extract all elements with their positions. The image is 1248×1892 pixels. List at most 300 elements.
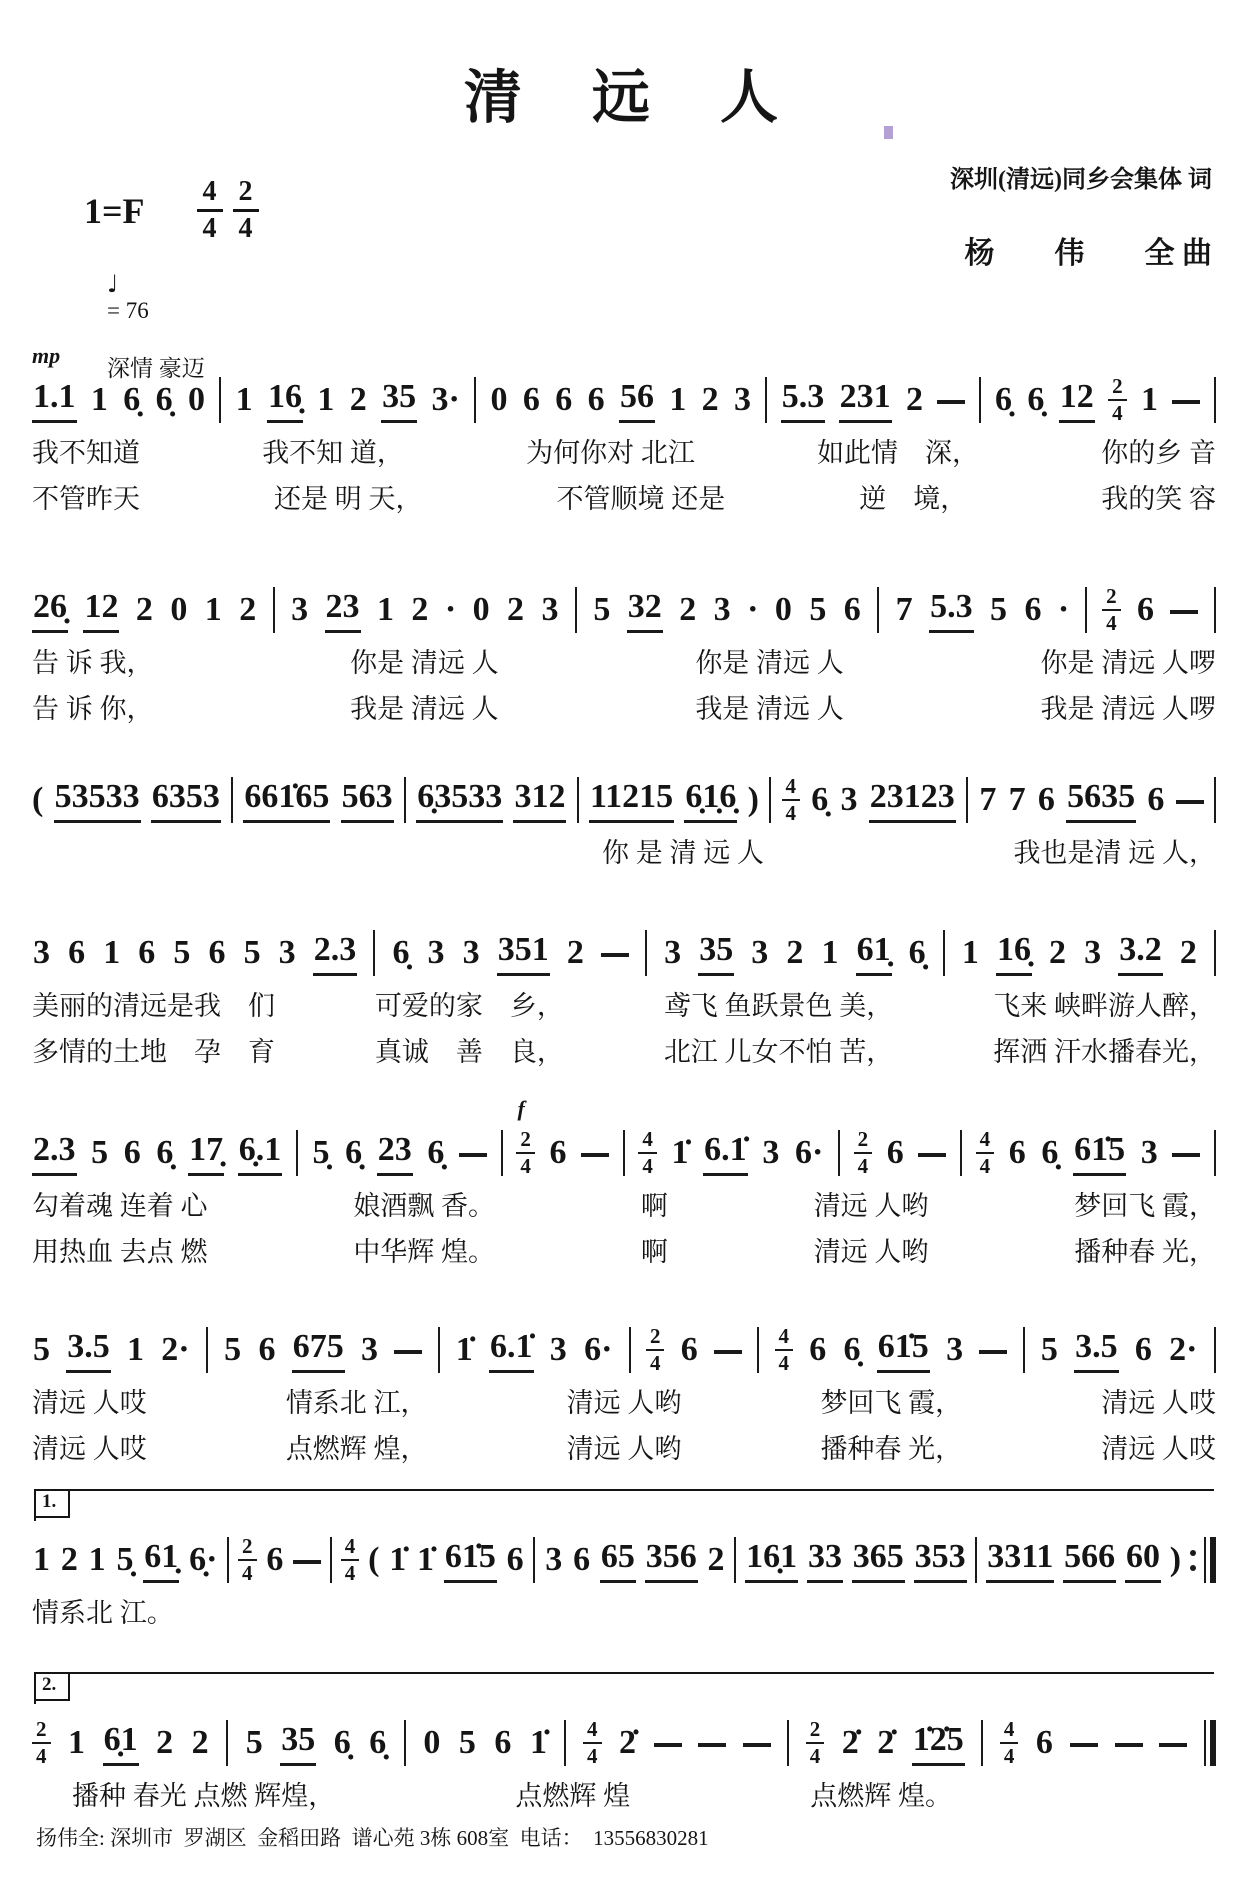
inline-meter-token	[976, 1129, 995, 1177]
note-token: 23	[377, 1130, 413, 1175]
barline	[564, 1720, 566, 1766]
inline-meter-token	[341, 1536, 360, 1584]
note-token: 3311	[986, 1537, 1054, 1582]
note-token: 6	[1137, 591, 1155, 629]
lyric-line-1	[32, 1190, 1216, 1224]
note-token: 6̣1̣6̣	[684, 777, 737, 822]
lyric-group: 你 是 清 远 人	[602, 838, 764, 868]
lyric-line-2	[32, 1036, 1216, 1070]
note-token: 6	[258, 1331, 276, 1369]
lyric-group: 啊	[640, 1236, 668, 1267]
note-token: 16̣	[996, 930, 1032, 975]
lyric-group: 我是 清远 人	[695, 693, 844, 724]
note-token: 6	[1134, 1331, 1152, 1369]
repeat-dot	[1190, 1565, 1196, 1571]
notation-line	[32, 1325, 1216, 1375]
lyric-line-2	[32, 1236, 1216, 1270]
thick-bar	[1210, 1720, 1216, 1766]
note-token: 3	[664, 934, 682, 972]
lyric-group: 播种春 光，	[820, 1433, 963, 1464]
thick-bar	[1210, 1537, 1216, 1583]
key-signature	[84, 178, 259, 243]
barline	[206, 1327, 208, 1373]
note-token: 6̣	[843, 1331, 861, 1369]
barline	[629, 1327, 631, 1373]
note-token: 2	[411, 591, 429, 629]
barline	[577, 777, 579, 823]
note-token: 2	[1049, 934, 1067, 972]
lyric-group: 点燃辉 煌，	[285, 1433, 428, 1464]
note-token: 1	[317, 381, 335, 419]
note-token: 1	[68, 1724, 86, 1762]
note-token: 6	[506, 1541, 524, 1579]
note-token: 3	[734, 381, 752, 419]
meter-numerator: 2	[646, 1326, 665, 1351]
note-token: 6	[266, 1541, 284, 1579]
meter-denominator: 4	[520, 1154, 531, 1178]
song-title: 清 远 人	[463, 65, 784, 130]
lyric-group: 我不知道	[32, 438, 140, 468]
meter-numerator: 2	[516, 1129, 535, 1154]
note-token: 6̣	[155, 381, 173, 419]
note-token: 60	[1125, 1537, 1161, 1582]
lyric-line-1	[32, 1387, 1216, 1421]
lyric-group: 告 诉 我，	[32, 648, 154, 678]
lyric-group: 情系北 江。	[32, 1598, 174, 1628]
note-token: 5.3	[781, 377, 826, 422]
system-5	[32, 1096, 1216, 1270]
system-8	[32, 1674, 1216, 1814]
duration-dash	[698, 1743, 726, 1747]
note-token: 6	[1008, 1134, 1026, 1172]
note-token: 2·	[161, 1331, 190, 1369]
lyric-group: 飞来 峡畔游人醉，	[993, 991, 1216, 1021]
note-token: 33	[807, 1537, 843, 1582]
note-token: 0	[490, 381, 508, 419]
note-token: 3	[541, 591, 559, 629]
meter-denominator: 4	[587, 1744, 598, 1768]
duration-dash	[1115, 1743, 1143, 1747]
note-token: 7	[1008, 781, 1026, 819]
note-token: 2·	[1169, 1331, 1198, 1369]
lyric-group: 逆 境，	[859, 483, 968, 514]
lyric-line-2	[32, 1433, 1216, 1467]
barline	[404, 1720, 406, 1766]
note-token: 1	[961, 934, 979, 972]
lyric-group: 挥洒 汗水播春光，	[993, 1036, 1216, 1067]
note-token: 6	[573, 1541, 591, 1579]
note-token: 6̣	[811, 781, 829, 819]
lyric-group: 还是 明 天，	[274, 483, 423, 514]
note-token: 1̇	[529, 1724, 547, 1762]
inline-meter-token	[646, 1326, 665, 1374]
note-token: 5.3	[929, 587, 974, 632]
notation-line	[32, 1535, 1216, 1585]
note-token: 2̇	[877, 1724, 895, 1762]
meter-numerator: 2	[32, 1719, 51, 1744]
note-token: 3·	[431, 381, 460, 419]
note-token: 1	[1140, 381, 1158, 419]
lyric-group: 你的乡 音	[1101, 438, 1216, 468]
credits	[950, 126, 1212, 310]
duration-dash	[714, 1350, 742, 1354]
lyric-line-1	[32, 647, 1216, 681]
barline	[960, 1130, 962, 1176]
note-token: 1	[127, 1331, 145, 1369]
duration-dash	[979, 1350, 1007, 1354]
composer-credit: 杨 伟 全 曲	[964, 237, 1212, 270]
note-token: 5635	[1066, 777, 1136, 822]
inline-meter-token	[1000, 1719, 1019, 1767]
notation-line	[32, 775, 1216, 825]
note-token: 231	[839, 377, 892, 422]
volta-bracket	[34, 1672, 1214, 1704]
note-token: 6	[809, 1331, 827, 1369]
barline	[757, 1327, 759, 1373]
meter-numerator: 2	[1102, 586, 1121, 611]
tempo-value: = 76	[107, 298, 149, 323]
repeat-dots	[1190, 1550, 1196, 1571]
barline	[373, 930, 375, 976]
key-label: 1=F	[84, 190, 145, 231]
barline	[273, 587, 275, 633]
meter-numerator: 4	[583, 1719, 602, 1744]
note-token: 6	[886, 1134, 904, 1172]
meter-denominator: 4	[979, 1154, 991, 1178]
meter-denominator: 4	[242, 1561, 253, 1585]
note-token: 61̇5	[444, 1537, 497, 1582]
note-token: 6	[1035, 1724, 1053, 1762]
meter-numerator: 2	[238, 1536, 257, 1561]
expression-text: 深情 豪迈	[107, 356, 205, 381]
lyric-group: 我是 清远 人	[350, 693, 499, 724]
note-token: 3	[946, 1331, 964, 1369]
note-token: 2	[786, 934, 804, 972]
note-token: 0	[187, 381, 205, 419]
note-token: 23	[325, 587, 361, 632]
note-token: 1̇2̇5	[912, 1720, 965, 1765]
barline	[645, 930, 647, 976]
lyric-group: 鸢飞 鱼跃景色 美，	[663, 991, 894, 1021]
inline-meter-token	[1102, 586, 1121, 634]
lyric-group: 勾着魂 连着 心	[32, 1191, 208, 1221]
parenthesis: (	[368, 1541, 380, 1578]
duration-dash	[1176, 800, 1204, 804]
barline	[734, 1537, 736, 1583]
lyric-group: 可爱的家 乡，	[374, 991, 564, 1021]
note-token: 6̣.1	[238, 1130, 283, 1175]
barline	[231, 777, 233, 823]
barline	[501, 1130, 503, 1176]
inline-meter-token	[583, 1719, 602, 1767]
duration-dash	[394, 1350, 422, 1354]
lyric-group: 我是 清远 人啰	[1040, 693, 1216, 724]
meter-numerator: 4	[782, 776, 801, 801]
notation-line	[32, 928, 1216, 978]
note-token: 3.2	[1118, 930, 1163, 975]
barline	[979, 377, 981, 423]
note-token: 6̣	[995, 381, 1013, 419]
barline	[219, 377, 221, 423]
note-token: 5	[990, 591, 1007, 629]
note-token: 2	[507, 591, 525, 629]
inline-meter-token	[782, 776, 801, 824]
inline-meter-token	[638, 1129, 657, 1177]
note-token: 6	[138, 934, 156, 972]
note-token: 3	[427, 934, 445, 972]
barline	[769, 777, 771, 823]
note-token: 1̇	[671, 1134, 689, 1172]
note-token: 3	[33, 934, 50, 972]
meter-denominator: 4	[238, 213, 253, 244]
lyric-group: 中华辉 煌。	[353, 1236, 496, 1267]
note-token: 2	[701, 381, 719, 419]
note-token: 56	[619, 377, 655, 422]
barline	[1214, 377, 1216, 423]
lyric-group: 清远 人哟	[566, 1388, 682, 1418]
barline	[877, 587, 879, 633]
note-token: 16̣	[267, 377, 303, 422]
note-token: 1̇	[389, 1541, 407, 1579]
meter-denominator: 4	[778, 1351, 789, 1375]
notation-line	[32, 1718, 1216, 1768]
note-token: 6	[587, 381, 605, 419]
note-token: 2	[60, 1541, 78, 1579]
note-token: 6	[68, 934, 86, 972]
barline	[1214, 777, 1216, 823]
meter-numerator: 4	[341, 1536, 360, 1561]
duration-dash	[937, 400, 965, 404]
note-token: 5	[224, 1331, 242, 1369]
meter-denominator: 4	[857, 1154, 869, 1178]
lyric-line-2	[32, 693, 1216, 727]
note-token: 5̣	[116, 1541, 134, 1579]
note-token: 5	[458, 1724, 476, 1762]
note-token: 0	[774, 591, 792, 629]
note-token: 3	[462, 934, 480, 972]
note-token: 5	[173, 934, 191, 972]
meter-numerator: 4	[775, 1326, 794, 1351]
barline	[404, 777, 406, 823]
time-signature-1	[197, 178, 223, 243]
time-signatures	[197, 178, 259, 243]
lyric-group: 我不知 道，	[262, 438, 404, 468]
meter-numerator: 4	[1000, 1719, 1019, 1744]
note-token: 2	[349, 381, 367, 419]
inline-meter-token	[775, 1326, 794, 1374]
note-token: 6̣	[1027, 381, 1045, 419]
note-token: 0	[423, 1724, 441, 1762]
note-token: 6̣	[123, 381, 141, 419]
note-token: 3	[545, 1541, 563, 1579]
barline	[533, 1537, 535, 1583]
meter-numerator: 2	[806, 1719, 825, 1744]
augmentation-dot: ·	[1057, 591, 1070, 628]
dynamic-mark: mp	[32, 343, 61, 368]
lyric-group: 清远 人哟	[813, 1236, 929, 1267]
volta-bracket	[34, 1489, 1214, 1521]
note-token: 12	[1059, 377, 1095, 422]
note-token: 6	[555, 381, 573, 419]
note-token: 356	[645, 1537, 698, 1582]
note-token: 5	[91, 1134, 109, 1172]
meter-numerator: 2	[1108, 376, 1127, 401]
meter-numerator: 2	[854, 1129, 873, 1154]
note-token: 2	[156, 1724, 174, 1762]
lyric-group: 如此情 深，	[817, 438, 980, 468]
final-barline	[1204, 1720, 1216, 1766]
note-token: 23123	[869, 777, 956, 822]
duration-dash	[1172, 400, 1200, 404]
note-token: 6̣	[1041, 1134, 1059, 1172]
system-6	[32, 1325, 1216, 1467]
system-4	[32, 928, 1216, 1070]
note-token: 6	[494, 1724, 512, 1762]
quarter-note-icon: ♩	[107, 270, 119, 298]
barline	[438, 1327, 440, 1373]
inline-meter-token	[32, 1719, 51, 1767]
note-token: 6̣	[908, 934, 926, 972]
note-token: 661̇65	[243, 777, 330, 822]
lyric-group: 多情的土地 孕 育	[32, 1036, 275, 1067]
note-token: 0	[170, 591, 188, 629]
note-token: 65	[600, 1537, 636, 1582]
note-token: 6̣	[156, 1134, 174, 1172]
meter-denominator: 4	[642, 1154, 653, 1178]
note-token: 6	[1147, 781, 1165, 819]
lyric-line-1	[32, 1597, 1216, 1631]
parenthesis: (	[32, 781, 44, 818]
lyricist-credit: 深圳(清远)同乡会集体 词	[950, 167, 1212, 193]
system-3	[32, 775, 1216, 871]
duration-dash	[581, 1153, 609, 1157]
note-token: 3	[1140, 1134, 1158, 1172]
meter-denominator: 4	[1003, 1744, 1015, 1768]
note-token: 6	[549, 1134, 567, 1172]
scan-artifact	[884, 126, 893, 139]
lyric-group: 娘酒飘 香。	[353, 1191, 496, 1221]
note-token: 6	[522, 381, 540, 419]
note-token: 2.3	[32, 1130, 77, 1175]
barline	[966, 777, 968, 823]
lyric-group: 北江 儿女不怕 苦，	[663, 1036, 894, 1067]
note-token: 6̣·	[189, 1541, 218, 1579]
note-token: 5	[809, 591, 827, 629]
barline	[787, 1720, 789, 1766]
note-token: 0	[472, 591, 490, 629]
duration-dash	[459, 1153, 487, 1157]
note-token: 2	[707, 1541, 725, 1579]
lyric-group: 告 诉 你，	[32, 693, 154, 724]
note-token: 5	[245, 1724, 263, 1762]
lyric-group: 不管顺境 还是	[556, 483, 726, 514]
note-token: 1	[669, 381, 687, 419]
note-token: 61̣	[856, 930, 892, 975]
lyric-group: 我的笑 容	[1101, 483, 1216, 514]
note-token: 6̣	[333, 1724, 351, 1762]
note-token: 2	[679, 591, 697, 629]
note-token: 6	[123, 1134, 141, 1172]
note-token: 2̇	[619, 1724, 637, 1762]
note-token: 1.1	[32, 377, 77, 422]
note-token: 6·	[584, 1331, 613, 1369]
lyric-group: 我也是清 远 人，	[1013, 838, 1216, 868]
barline	[623, 1130, 625, 1176]
note-token: 35	[381, 377, 417, 422]
time-signature-2	[233, 178, 259, 243]
lyric-group: 你是 清远 人啰	[1040, 648, 1216, 678]
note-token: 5	[243, 934, 261, 972]
note-token: 6	[680, 1331, 698, 1369]
barline	[1214, 1327, 1216, 1373]
meter-denominator: 4	[649, 1351, 661, 1375]
note-token: 6̣	[427, 1134, 445, 1172]
augmentation-dot: ·	[444, 591, 457, 628]
note-token: 32	[627, 587, 663, 632]
barline	[981, 1720, 983, 1766]
barline	[1214, 930, 1216, 976]
lyric-group: 点燃辉 煌	[515, 1781, 631, 1811]
lyric-group: 啊	[640, 1191, 668, 1221]
note-token: 6	[843, 591, 861, 629]
lyric-line-1	[32, 437, 1216, 471]
lyric-line-2	[32, 483, 1216, 517]
lyric-line-1	[32, 837, 1216, 871]
lyric-line-1	[32, 990, 1216, 1024]
system-7	[32, 1491, 1216, 1631]
barline	[1214, 587, 1216, 633]
barline	[1214, 1130, 1216, 1176]
meter-denominator: 4	[785, 801, 796, 825]
note-token: 2	[135, 591, 153, 629]
note-token: 2	[1179, 934, 1197, 972]
meter-denominator: 4	[1106, 611, 1117, 635]
note-token: 5	[33, 1331, 50, 1369]
note-token: 17̣	[188, 1130, 224, 1175]
footer-contact: 扬伟全: 深圳市 罗湖区 金稻田路 谱心苑 3栋 608室 电话： 13556830281	[36, 1826, 709, 1850]
lyric-group: 美丽的清远是我 们	[32, 991, 275, 1021]
barline	[575, 587, 577, 633]
note-token: 61̣	[143, 1537, 179, 1582]
note-token: 35	[280, 1720, 316, 1765]
note-token: 5	[1040, 1331, 1058, 1369]
inline-meter-token	[854, 1129, 873, 1177]
barline	[1023, 1327, 1025, 1373]
note-token: 7	[979, 781, 997, 819]
thin-bar	[1204, 1720, 1206, 1766]
lyric-group: 播种 春光 点燃 辉煌，	[72, 1781, 336, 1811]
system-2	[32, 585, 1216, 727]
meter-denominator: 4	[344, 1561, 356, 1585]
note-token: 5̣	[312, 1134, 330, 1172]
note-token: 6̣	[392, 934, 410, 972]
note-token: 6̣	[369, 1724, 387, 1762]
note-token: 1	[235, 381, 253, 419]
barline	[1085, 587, 1087, 633]
duration-dash	[1170, 610, 1198, 614]
lyric-group: 梦回飞 霞，	[820, 1388, 963, 1418]
lyric-group: 清远 人哎	[1101, 1388, 1216, 1418]
thin-bar	[1204, 1537, 1206, 1583]
note-token: 6	[1024, 591, 1042, 629]
repeat-dot	[1190, 1550, 1196, 1556]
note-token: 3	[291, 591, 309, 629]
note-token: 2	[191, 1724, 209, 1762]
meter-numerator: 4	[197, 178, 223, 212]
meter-denominator: 4	[809, 1744, 821, 1768]
barline	[943, 930, 945, 976]
note-token: 3	[840, 781, 858, 819]
